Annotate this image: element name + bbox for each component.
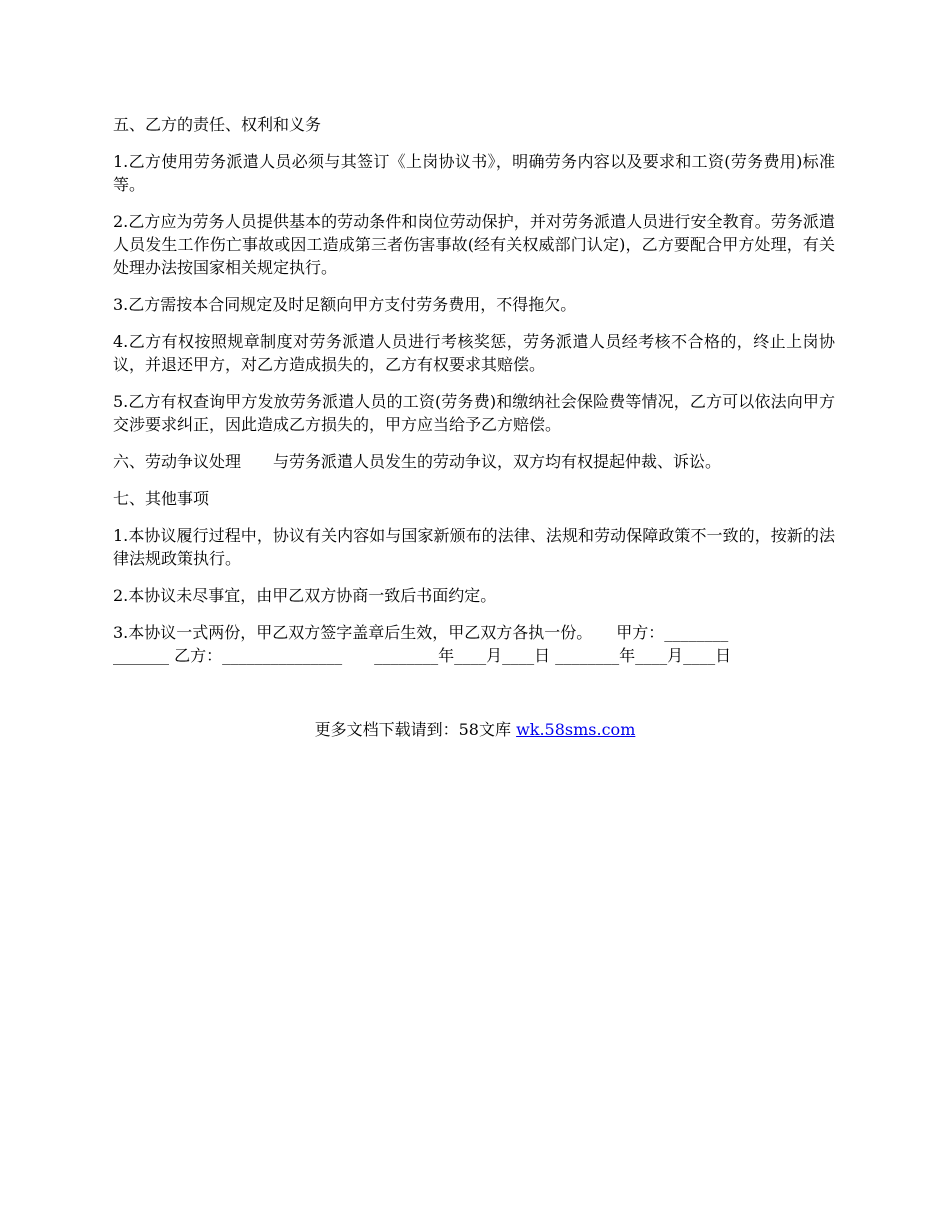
clause-5-2: 2.乙方应为劳务人员提供基本的劳动条件和岗位劳动保护，并对劳务派遣人员进行安全教育。劳务派遣人员发生工作伤亡事故或因工造成第三者伤害事故(经有关权威部门认定)，乙方要配合甲方处理，有关处理办法按国家相关规定执行。 bbox=[113, 212, 835, 277]
section-heading-5: 五、乙方的责任、权利和义务 bbox=[113, 115, 322, 134]
signature-line-1: 3.本协议一式两份，甲乙双方签字盖章后生效，甲乙双方各执一份。 甲方：________ bbox=[113, 623, 729, 642]
clause-5-1: 1.乙方使用劳务派遣人员必须与其签订《上岗协议书》，明确劳务内容以及要求和工资(劳务费用)标准等。 bbox=[113, 152, 835, 194]
clause-5-5: 5.乙方有权查询甲方发放劳务派遣人员的工资(劳务费)和缴纳社会保险费等情况，乙方可以依法向甲方交涉要求纠正，因此造成乙方损失的，甲方应当给予乙方赔偿。 bbox=[113, 392, 835, 434]
footer-prefix: 更多文档下载请到：58文库 bbox=[314, 720, 517, 739]
footer bbox=[0, 718, 950, 741]
signature-line-2: _______ 乙方：_______________ ________年____月____日 ________年____月____日 bbox=[113, 646, 732, 665]
section-heading-6: 六、劳动争议处理 与劳务派遣人员发生的劳动争议，双方均有权提起仲裁、诉讼。 bbox=[113, 452, 722, 471]
clause-5-3: 3.乙方需按本合同规定及时足额向甲方支付劳务费用，不得拖欠。 bbox=[113, 295, 577, 314]
clause-7-2: 2.本协议未尽事宜，由甲乙双方协商一致后书面约定。 bbox=[113, 586, 497, 605]
clause-5-4: 4.乙方有权按照规章制度对劳务派遣人员进行考核奖惩，劳务派遣人员经考核不合格的，终止上岗协议，并退还甲方，对乙方造成损失的，乙方有权要求其赔偿。 bbox=[113, 332, 835, 374]
section-heading-7: 七、其他事项 bbox=[113, 489, 210, 508]
footer-link[interactable]: wk.58sms.com bbox=[516, 720, 636, 739]
document-body bbox=[113, 110, 835, 681]
signature-block bbox=[113, 621, 835, 667]
clause-7-1: 1.本协议履行过程中，协议有关内容如与国家新颁布的法律、法规和劳动保障政策不一致的，按新的法律法规政策执行。 bbox=[113, 526, 835, 568]
